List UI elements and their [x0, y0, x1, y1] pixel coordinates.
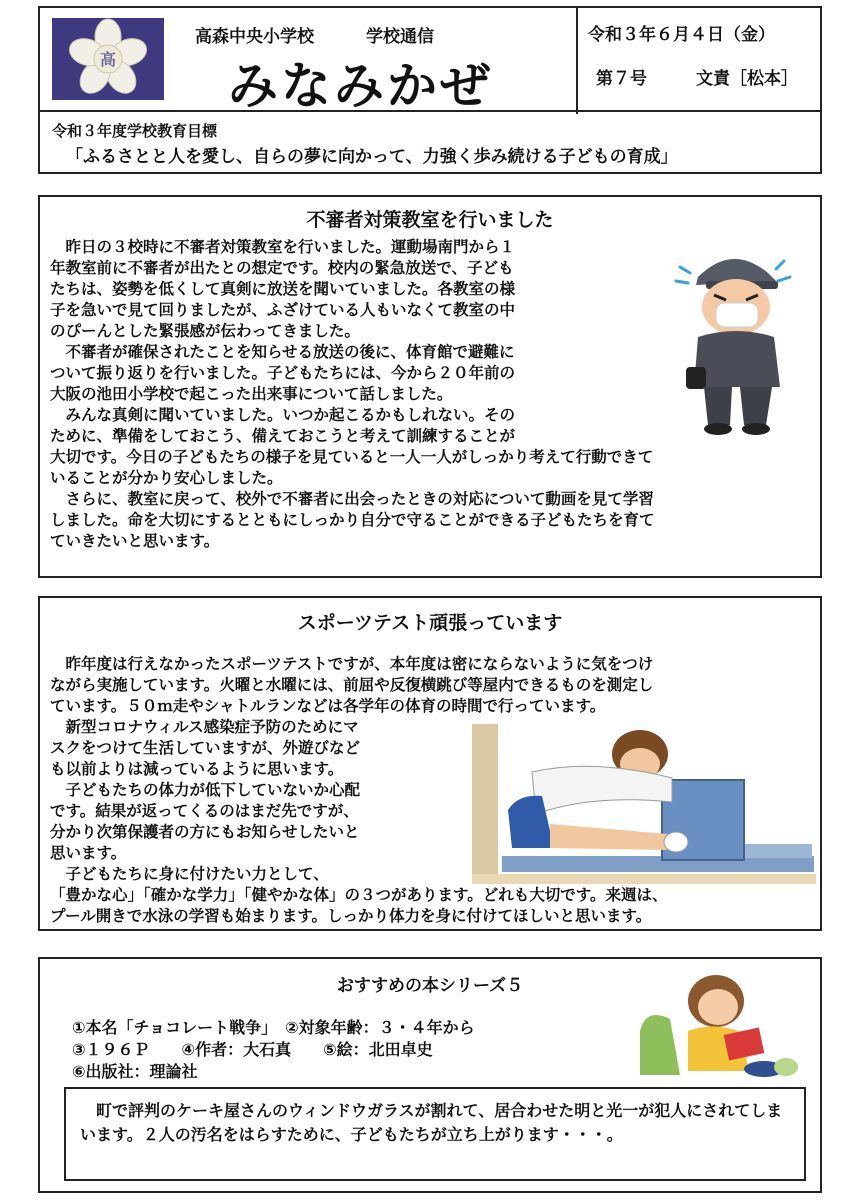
text-line: プール開きで水泳の学習も始まります。しっかり体力を身に付けてほしいと思います。 — [50, 907, 652, 925]
school-name: 高森中央小学校 — [195, 27, 314, 47]
issue-date: 令和３年６月４日（金） — [588, 25, 775, 45]
article-title: 不審者対策教室を行いました — [306, 209, 554, 231]
text-line: 年教室前に不審者が出たとの想定です。校内の緊急放送で、子ども — [50, 259, 514, 277]
writer-credit: 文責［松本］ — [696, 69, 798, 89]
text-line: です。結果が返ってくるのはまだ先ですが、 — [50, 802, 359, 820]
text-line: 子どもたちの体力が低下していないか心配 — [50, 781, 361, 799]
text-line: 大切です。今日の子どもたちの様子を見ていると一人一人がしっかり考えて行動できて — [50, 448, 654, 466]
goal-text: 「ふるさとと人を愛し、自らの夢に向かって、力強く歩み続ける子どもの育成」 — [66, 147, 678, 167]
book-info-line: ③１９６Ｐ ④作者：大石真 ⑤絵：北田卓史 — [72, 1040, 433, 1059]
newsletter-type: 学校通信 — [366, 27, 434, 47]
article-title: スポーツテスト頑張っています — [297, 612, 563, 634]
school-name-line — [195, 22, 434, 47]
goal-label: 令和３年度学校教育目標 — [52, 122, 218, 140]
text-line: たちは、姿勢を低くして真剣に放送を聞いていました。各教室の様 — [50, 280, 516, 298]
article-title: おすすめの本シリーズ５ — [336, 976, 524, 996]
suspicious-person-illustration — [668, 237, 804, 437]
text-line: ために、準備をしておこう、備えておこうと考えて訓練することが — [50, 427, 516, 445]
article-book-recommendation — [38, 957, 822, 1193]
text-line: いることが分かり安心しました。 — [50, 469, 283, 487]
book-info-line: ⑥出版社：理論社 — [72, 1062, 198, 1081]
text-line: も以前よりは減っているように思います。 — [50, 760, 344, 778]
text-line: 子を急いで見て回りましたが、ふざけている人もいなくて教室の中 — [50, 301, 516, 319]
text-line: 不審者が確保されたことを知らせる放送の後に、体育館で避難に — [50, 343, 515, 361]
text-line: ていきたいと思います。 — [50, 532, 220, 550]
text-line: ついて振り返りを行いました。子どもたちには、今から２０年前の — [50, 364, 516, 382]
seated-forward-bend-illustration — [472, 724, 816, 884]
text-line: 大阪の池田小学校で起こった出来事について話しました。 — [50, 385, 453, 403]
text-line: 昨日の３校時に不審者対策教室を行いました。運動場南門から１ — [50, 238, 516, 256]
text-line: 新型コロナウィルス感染症予防のためにマ — [50, 718, 359, 736]
text-line: みんな真剣に聞いていました。いつか起こるかもしれない。その — [50, 406, 516, 424]
text-line: 思います。 — [50, 844, 127, 862]
text-line: 分かり次第保護者の方にもお知らせしたいと — [50, 823, 360, 841]
text-line: ています。５０ｍ走やシャトルランなどは各学年の体育の時間で行っています。 — [50, 697, 606, 715]
book-info-line: ①本名「チョコレート戦争」 ②対象年齢：３・４年から — [72, 1018, 475, 1037]
header-divider — [576, 8, 578, 114]
school-goal-box — [38, 110, 822, 174]
synopsis-box — [64, 1087, 806, 1181]
emblem-character: 高 — [99, 50, 117, 69]
cherry-blossom-emblem-icon — [52, 18, 164, 100]
book-info — [72, 1017, 475, 1083]
masthead — [38, 6, 822, 115]
issue-number: 第７号 — [596, 69, 647, 89]
text-line: スクをつけて生活していますが、外遊びなど — [50, 739, 361, 757]
school-emblem — [52, 18, 164, 100]
reading-child-illustration — [636, 971, 802, 1083]
text-line: ながら実施しています。火曜と水曜には、前屈や反復横跳び等屋内できるものを測定し — [50, 676, 654, 694]
text-line: さらに、教室に戻って、校外で不審者に出会ったときの対応について動画を見て学習 — [50, 490, 654, 508]
article-suspicious-person-drill — [38, 195, 822, 578]
text-line: 「豊かな心」「確かな学力」「健やかな体」の３つがあります。どれも大切です。来週は、 — [50, 886, 668, 904]
text-line: 子どもたちに身に付けたい力として、 — [50, 865, 329, 883]
text-line: 昨年度は行えなかったスポーツテストですが、本年度は密にならないように気をつけ — [50, 655, 654, 673]
synopsis-text: 町で評判のケーキ屋さんのウィンドウガラスが割れて、居合わせた明と光一が犯人にされてしまいます。２人の汚名をはらすために、子どもたちが立ち上がります・・・。 — [80, 1101, 783, 1144]
text-line: しました。命を大切にするとともにしっかり自分で守ることができる子どもたちを育て — [50, 511, 655, 529]
text-line: のぴーんとした緊張感が伝わってきました。 — [50, 322, 360, 340]
article-sports-test — [38, 596, 822, 931]
newsletter-title: みなみかぜ — [228, 57, 493, 115]
